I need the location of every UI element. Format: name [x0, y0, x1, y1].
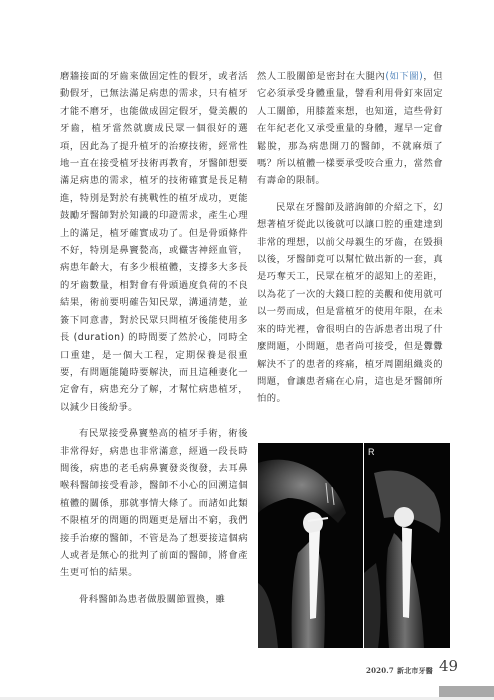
figure-reference: (如下圖): [385, 71, 424, 82]
xray-image-lateral: [364, 443, 450, 648]
right-paragraph-1-text-a: 然人工股關節是密封在大腿內: [257, 71, 386, 82]
xray-frontal-illustration: [258, 443, 363, 648]
page-number: 49: [439, 657, 459, 675]
left-column: [60, 68, 248, 608]
footer-issue: [366, 666, 433, 676]
left-paragraph-3: 骨科醫師為患者做股關節置換，雖: [79, 593, 226, 605]
left-paragraph-1: 磨牆接面的牙齒來做固定性的假牙，或者活動假牙，已無法滿足病患的需求，只有植牙才能不磨牙，也能做成固定假牙，覺美觀的牙齒，植牙當然就廣成民眾一個很好的選項，因此為了提升植牙的治療技術，經常性地一直在接受植牙技術再教育，牙醫師想要滿足病患的需求，植牙的技術確實是長足精進，特別是對於有挑戰性的植牙成功，更能鼓勵牙醫師對於知識的印證需求，產生心理上的滿足，植牙確實成功了。但是骨頭條件不好，特別是鼻竇甃高，或儼害神經血管，病患年齡大，有多少根植體，支撐多大多長的牙齒數量，相對會有骨頭過度負荷的不良結果，術前要明確告知民眾，溝通清楚，並簽下同意書，對於民眾只問植牙後能使用多長 (duration) 的時間要了然於心，同時全口重建，是一個大工程，定期保養是很重要，有問題能隨時要解決，而且這種妻化一定會有，病患充分了解，才幫忙病患植牙，以減少日後紛爭。: [60, 71, 248, 413]
xray-image-frontal: [258, 443, 363, 648]
left-paragraph-2: 有民眾接受鼻竇墊高的植牙手術，術後非常得好，病患也非常滿意，經過一段長時間後，病患的老毛病鼻竇發炎復發，去耳鼻喉科醫師接受看診，醫師不小心的回溯這個植體的關係，那就事情大條了。而諸如此類不限植牙的問題的問題更是層出不窮，我們接手治療的醫師，不管是為了想要接這個病人或者是無心的批判了前面的醫師，將會產生更可怕的結果。: [60, 428, 248, 579]
right-paragraph-2: 民眾在牙醫師及諮詢師的介紹之下，幻想著植牙從此以後就可以讓口腔的重建達到非常的理想，以前父母親生的牙齒，在毀損以後，牙醫師竟可以幫忙做出新的一套，真是巧奪天工，民眾在植牙的認知上的差距，以為花了一次的大錢口腔的美觀和使用就可以一勞而成，但是當植牙的使用年限，在未來的時光裡，會很明白的告訴患者出現了什麼問題，小問題，患者尚可接受，但是釁釁解決不了的患者的疼痛，植牙周圍組織炎的問題，會讓患者痛在心肩，這也是牙醫師所怕的。: [257, 201, 443, 405]
footer-issue-date: 2020.7: [366, 666, 394, 675]
right-column: [257, 68, 443, 408]
right-paragraph-1-text-b: ，但它必須承受身體重量，譬看利用骨釘來固定人工關節，用膝蓋來想，也知道，這些骨釘在年紀老化又承受重量的身體，遲早一定會鬆脫，那為病患開刀的醫師，不就麻煩了嗎？所以植體一樣要承受咬合重力，當然會有壽命的限制。: [257, 71, 443, 187]
xray-lateral-illustration: [364, 443, 450, 648]
right-paragraph-1: [257, 68, 443, 190]
footer-journal-name: 新北市牙醫: [397, 667, 433, 675]
page-footer: [300, 657, 460, 679]
xray-side-marker: R: [368, 447, 375, 457]
